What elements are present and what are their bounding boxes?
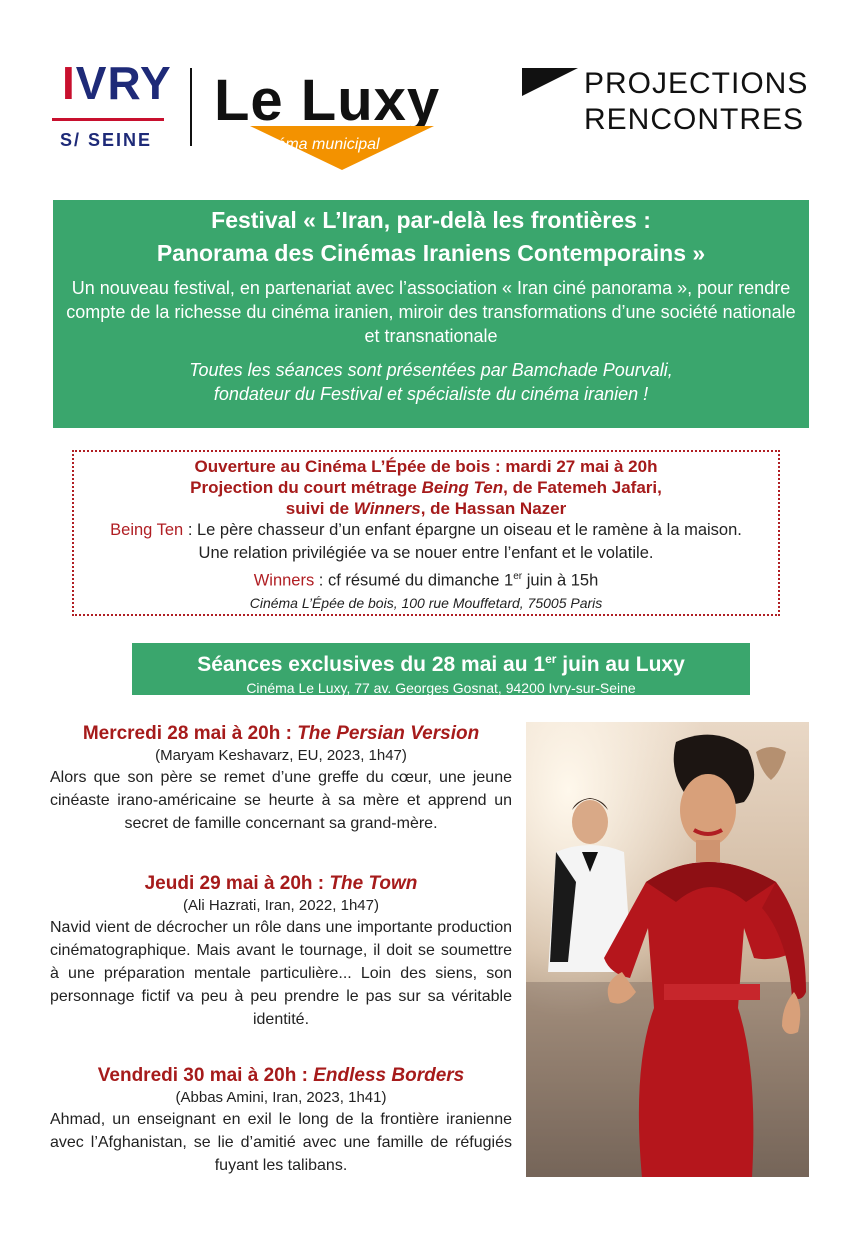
- film-credits: (Maryam Keshavarz, EU, 2023, 1h47): [155, 747, 407, 764]
- ivry-logo-subtitle: S/ SEINE: [60, 130, 153, 150]
- opening-title: Ouverture au Cinéma L’Épée de bois : mardi 27 mai à 20h: [194, 457, 658, 476]
- logo-divider: [190, 68, 192, 146]
- film-date: Jeudi 29 mai à 20h :: [144, 873, 330, 894]
- festival-intro-box: [53, 200, 809, 428]
- ivry-letter: I: [62, 57, 76, 109]
- film-credits: (Abbas Amini, Iran, 2023, 1h41): [175, 1089, 387, 1106]
- opening-text: , de Hassan Nazer: [420, 499, 567, 518]
- black-triangle-icon: [522, 68, 578, 96]
- festival-title: [53, 204, 809, 270]
- film-still-illustration: [526, 722, 809, 1177]
- film-entry: [50, 1064, 512, 1177]
- festival-presenter-line1: Toutes les séances sont présentées par Bamchade Pourvali,: [189, 360, 673, 380]
- luxy-logo-tagline: cinéma municipal: [256, 136, 380, 153]
- festival-presenter: [53, 358, 809, 406]
- seances-title: [132, 645, 750, 679]
- seances-banner: [132, 643, 750, 695]
- festival-description: Un nouveau festival, en partenariat avec l’association « Iran ciné panorama », pour rendre compte de la richesse du cinéma iranien, miroir des transformations d’une société nationale et transnationale: [66, 278, 796, 346]
- ivry-letter: R: [107, 57, 140, 109]
- being-ten-synopsis: [74, 519, 778, 542]
- opening-address: Cinéma L’Épée de bois, 100 rue Mouffetard, 75005 Paris: [249, 594, 603, 611]
- film-title-being-ten: Being Ten: [421, 478, 504, 497]
- winners-label: Winners: [253, 571, 315, 590]
- projections-rencontres-heading: [584, 66, 808, 138]
- film-heading: [50, 1064, 512, 1088]
- being-ten-synopsis-2: Une relation privilégiée va se nouer entre l’enfant et le volatile.: [198, 544, 654, 562]
- film-title: Endless Borders: [313, 1065, 465, 1086]
- ivry-letter: V: [75, 57, 108, 109]
- being-ten-label: Being Ten: [110, 521, 184, 539]
- festival-title-line1: Festival « L’Iran, par-delà les frontières :: [211, 207, 651, 233]
- film-title: The Persian Version: [297, 723, 480, 744]
- ivry-logo-bar: [52, 118, 164, 121]
- opening-text: suivi de: [285, 499, 354, 518]
- ivry-letter: Y: [139, 57, 172, 109]
- film-date: Vendredi 30 mai à 20h :: [97, 1065, 314, 1086]
- winners-note: [74, 565, 778, 593]
- film-synopsis: Alors que son père se remet d’une greffe du cœur, une jeune cinéaste irano-américaine se heurte à sa mère et apprend un secret de famille concernant sa grand-mère.: [50, 769, 512, 832]
- ivry-logo: [62, 57, 172, 109]
- festival-title-line2: Panorama des Cinémas Iraniens Contemporains »: [156, 240, 706, 266]
- film-entry: [50, 722, 512, 835]
- seances-title-text: juin au Luxy: [556, 653, 685, 676]
- projections-label: PROJECTIONS: [584, 67, 809, 100]
- winners-sup: er: [513, 571, 523, 582]
- seances-address: Cinéma Le Luxy, 77 av. Georges Gosnat, 94200 Ivry-sur-Seine: [246, 680, 636, 696]
- film-date: Mercredi 28 mai à 20h :: [82, 723, 298, 744]
- winners-text: juin à 15h: [522, 571, 599, 590]
- opening-short-film-line: [74, 477, 778, 498]
- film-synopsis: Ahmad, un enseignant en exil le long de la frontière iranienne avec l’Afghanistan, se lie d’amitié avec une famille de réfugiés fuyant les talibans.: [50, 1111, 512, 1174]
- seances-sup: er: [545, 652, 557, 666]
- seances-title-text: Séances exclusives du 28 mai au 1: [197, 653, 546, 676]
- film-title-winners: Winners: [353, 499, 421, 518]
- film-synopsis: Navid vient de décrocher un rôle dans une importante production cinématographique. Mais avant le tournage, il doit se soumettre à une préparation mentale particulière... Loin des siens, son personnage fictif va peu à peu prendre le pas sur sa véritable identité.: [50, 919, 512, 1028]
- festival-presenter-line2: fondateur du Festival et spécialiste du cinéma iranien !: [213, 384, 649, 404]
- opening-night-box: [72, 450, 780, 616]
- film-still-photo: [526, 722, 809, 1177]
- opening-text: Projection du court métrage: [190, 478, 422, 497]
- opening-text: , de Fatemeh Jafari,: [503, 478, 662, 497]
- opening-feature-line: [74, 498, 778, 519]
- winners-text: : cf résumé du dimanche 1: [314, 571, 514, 590]
- film-credits: (Ali Hazrati, Iran, 2022, 1h47): [183, 897, 379, 914]
- film-entry: [50, 872, 512, 1031]
- being-ten-text: : Le père chasseur d’un enfant épargne un oiseau et le ramène à la maison.: [183, 521, 742, 539]
- film-heading: [50, 722, 512, 746]
- rencontres-label: RENCONTRES: [584, 103, 805, 136]
- film-title: The Town: [329, 873, 418, 894]
- luxy-logo-name: Le Luxy: [214, 68, 441, 133]
- film-heading: [50, 872, 512, 896]
